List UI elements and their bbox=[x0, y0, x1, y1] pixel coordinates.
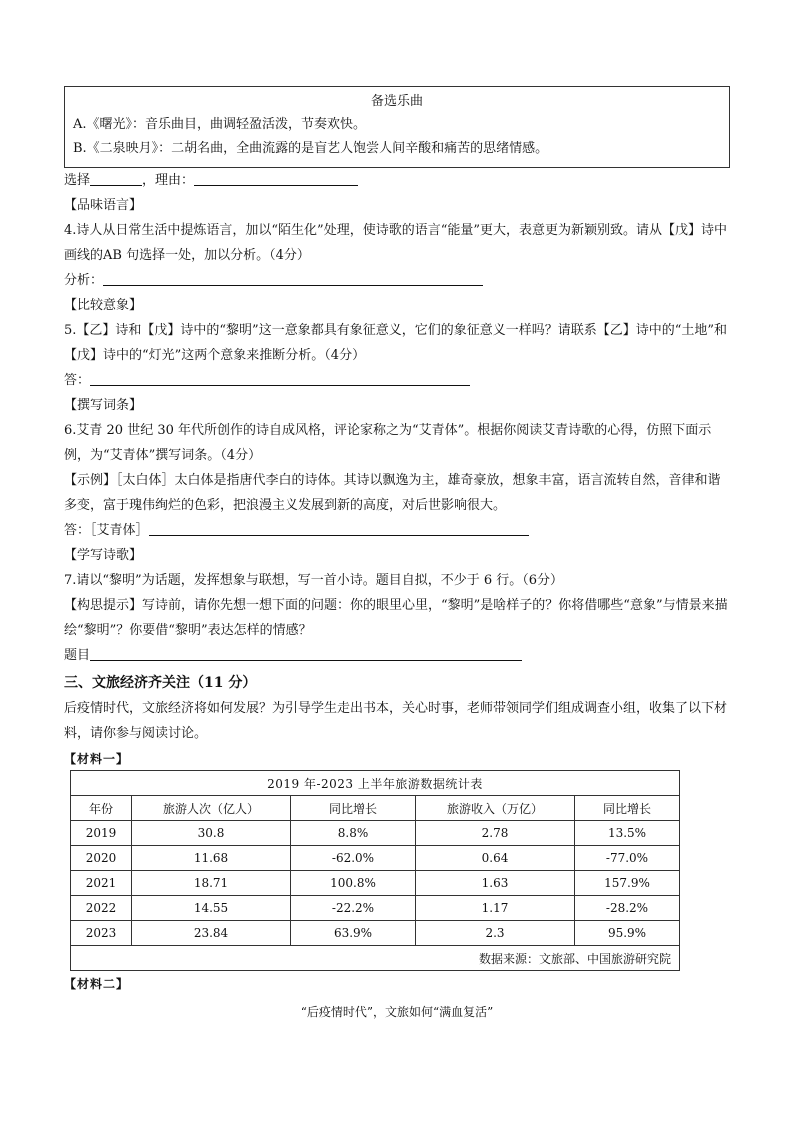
q5-heading: 【比较意象】 bbox=[64, 298, 143, 313]
table-cell: 63.9% bbox=[291, 921, 416, 946]
q5-answer-line bbox=[64, 368, 730, 393]
q4-answer-label: 分析： bbox=[64, 273, 104, 288]
q7-hint: 【构思提示】写诗前，请你先想一想下面的问题：你的眼里心里，“黎明”是啥样子的？你将借哪些“意象”与情景来描绘“黎明”？你要借“黎明”表达怎样的情感？ bbox=[64, 598, 728, 638]
table-cell: 0.64 bbox=[416, 846, 575, 871]
material2-title: “后疫情时代”，文旅如何“满血复活” bbox=[300, 1005, 494, 1019]
reason-blank[interactable] bbox=[194, 171, 358, 186]
exam-page bbox=[64, 86, 730, 1025]
table-cell: 2023 bbox=[71, 921, 132, 946]
music-option-b: B.《二泉映月》：二胡名曲，全曲流露的是盲艺人饱尝人间辛酸和痛苦的思绪情感。 bbox=[73, 141, 549, 156]
q7-heading: 【学写诗歌】 bbox=[64, 548, 143, 563]
music-options-box bbox=[64, 86, 730, 168]
q6-heading: 【撰写词条】 bbox=[64, 398, 143, 413]
table-cell: 2020 bbox=[71, 846, 132, 871]
table-cell: 2022 bbox=[71, 896, 132, 921]
q6-example: 【示例】［太白体］太白体是指唐代李白的诗体。其诗以飘逸为主，雄奇豪放，想象丰富，语言流转自然，音律和谐多变，富于瑰伟绚烂的色彩，把浪漫主义发展到新的高度，对后世影响很大。 bbox=[64, 473, 721, 513]
table-cell: 8.8% bbox=[291, 821, 416, 846]
q6-answer-line bbox=[64, 518, 730, 543]
section3-intro: 后疫情时代，文旅经济将如何发展？为引导学生走出书本，关心时事，老师带领同学们组成调查小组，收集了以下材料，请你参与阅读讨论。 bbox=[64, 701, 728, 741]
q4-text: 4.诗人从日常生活中提炼语言，加以“陌生化”处理，使诗歌的语言“能量”更大，表意更为新颖别致。请从【戊】诗中画线的AB 句选择一处，加以分析。（4分） bbox=[64, 223, 727, 263]
table-cell: -22.2% bbox=[291, 896, 416, 921]
table-cell: 30.8 bbox=[132, 821, 291, 846]
table-cell: 14.55 bbox=[132, 896, 291, 921]
table-cell: 2.3 bbox=[416, 921, 575, 946]
table-cell: 2021 bbox=[71, 871, 132, 896]
q5-answer-label: 答： bbox=[64, 373, 91, 388]
choose-label: 选择 bbox=[64, 173, 91, 188]
music-option-a: A.《曙光》：音乐曲目，曲调轻盈活泼，节奏欢快。 bbox=[73, 117, 367, 132]
section3-title: 三、文旅经济齐关注（11 分） bbox=[64, 675, 257, 691]
table-header-cell: 同比增长 bbox=[575, 796, 680, 821]
tourism-stats-table bbox=[70, 770, 680, 971]
reason-label: ，理由： bbox=[142, 173, 195, 188]
material1-label: 【材料一】 bbox=[64, 752, 130, 766]
table-cell: 1.63 bbox=[416, 871, 575, 896]
choose-blank[interactable] bbox=[90, 171, 142, 186]
music-options-title: 备选乐曲 bbox=[370, 94, 423, 109]
table-title: 2019 年-2023 上半年旅游数据统计表 bbox=[71, 771, 680, 796]
table-cell: -28.2% bbox=[575, 896, 680, 921]
table-row bbox=[71, 871, 680, 896]
table-cell: 2.78 bbox=[416, 821, 575, 846]
table-header-cell: 旅游人次（亿人） bbox=[132, 796, 291, 821]
table-cell: 11.68 bbox=[132, 846, 291, 871]
material2-label: 【材料二】 bbox=[64, 977, 130, 991]
table-cell: -77.0% bbox=[575, 846, 680, 871]
q7-title-line bbox=[64, 643, 730, 668]
q6-text: 6.艾青 20 世纪 30 年代所创作的诗自成风格，评论家称之为“艾青体”。根据你阅读艾青诗歌的心得，仿照下面示例，为“艾青体”撰写词条。（4分） bbox=[64, 423, 712, 463]
table-row bbox=[71, 821, 680, 846]
q5-answer-blank[interactable] bbox=[90, 371, 470, 386]
table-header-cell: 年份 bbox=[71, 796, 132, 821]
table-cell: 1.17 bbox=[416, 896, 575, 921]
table-cell: -62.0% bbox=[291, 846, 416, 871]
table-cell: 2019 bbox=[71, 821, 132, 846]
table-header-cell: 旅游收入（万亿） bbox=[416, 796, 575, 821]
table-cell: 157.9% bbox=[575, 871, 680, 896]
q4-answer-line bbox=[64, 268, 730, 293]
table-cell: 95.9% bbox=[575, 921, 680, 946]
q7-text: 7.请以“黎明”为话题，发挥想象与联想，写一首小诗。题目自拟，不少于 6 行。（6分） bbox=[64, 573, 564, 588]
q5-text: 5.【乙】诗和【戊】诗中的“黎明”这一意象都具有象征意义，它们的象征意义一样吗？请联系【乙】诗中的“土地”和【戊】诗中的“灯光”这两个意象来推断分析。（4分） bbox=[64, 323, 727, 363]
table-row bbox=[71, 921, 680, 946]
table-header-cell: 同比增长 bbox=[291, 796, 416, 821]
q4-heading: 【品味语言】 bbox=[64, 198, 143, 213]
table-row bbox=[71, 896, 680, 921]
table-cell: 18.71 bbox=[132, 871, 291, 896]
table-cell: 13.5% bbox=[575, 821, 680, 846]
q6-answer-label: 答：［艾青体］ bbox=[64, 523, 149, 538]
q6-answer-blank[interactable] bbox=[149, 521, 529, 536]
table-cell: 100.8% bbox=[291, 871, 416, 896]
table-row bbox=[71, 846, 680, 871]
q4-answer-blank[interactable] bbox=[103, 271, 483, 286]
q7-title-blank[interactable] bbox=[90, 646, 522, 661]
table-header-row bbox=[71, 796, 680, 821]
table-source: 数据来源：文旅部、中国旅游研究院 bbox=[71, 946, 680, 971]
table-cell: 23.84 bbox=[132, 921, 291, 946]
choose-line bbox=[64, 168, 730, 193]
q7-title-label: 题目 bbox=[64, 648, 91, 663]
